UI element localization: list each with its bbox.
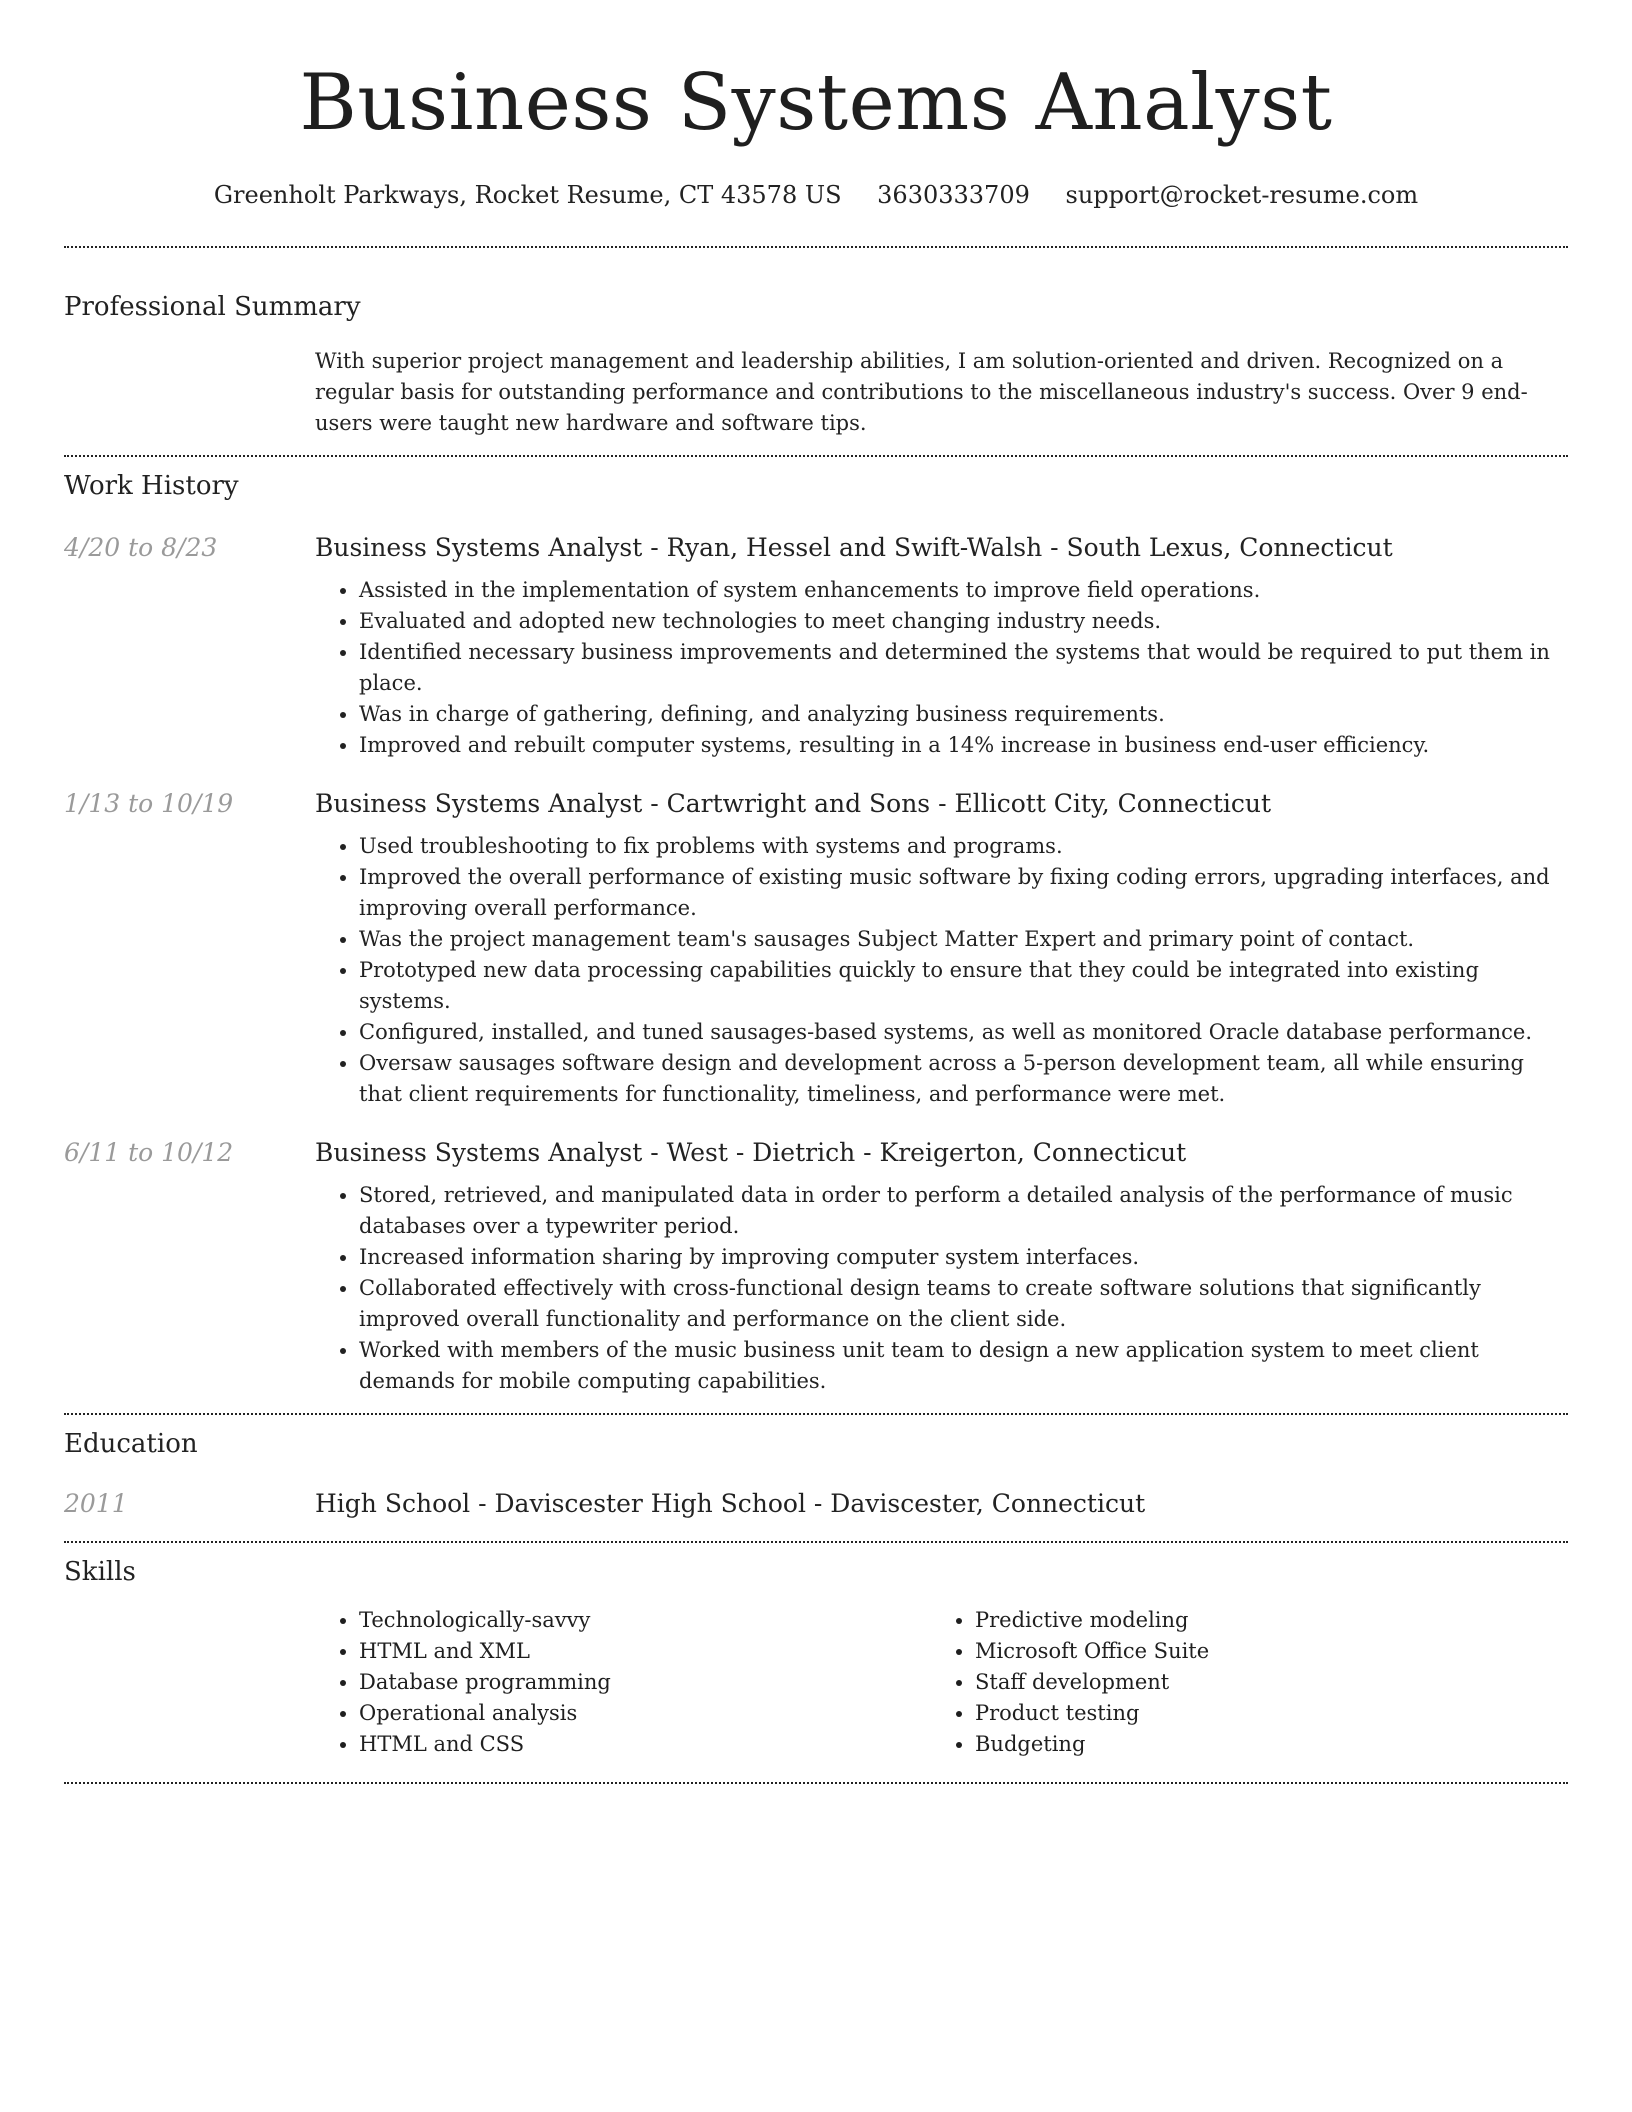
job-body (315, 787, 1568, 1110)
candidate-name: Business Systems Analyst (299, 58, 1333, 148)
job-entry (64, 787, 1568, 1110)
list-item: • Collaborated effectively with cross-functional design teams to create software solutions that significantly improved overall functionality and performance on the client side. (359, 1273, 1568, 1335)
job-body (315, 531, 1568, 761)
job-dates: 1/13 to 10/19 (64, 789, 234, 818)
list-item: • Was the project management team's sausages Subject Matter Expert and primary point of contact. (359, 924, 1568, 955)
skill-item: • Predictive modeling (975, 1605, 1547, 1636)
list-item: • Improved and rebuilt computer systems, resulting in a 14% increase in business end-user efficiency. (359, 730, 1568, 761)
skills-column-right (931, 1605, 1547, 1760)
contact-email: support@rocket-resume.com (1065, 181, 1419, 209)
divider (64, 1782, 1568, 1784)
job-title: Business Systems Analyst - Cartwright and Sons - Ellicott City, Connecticut (315, 789, 1272, 818)
summary-heading: Professional Summary (64, 292, 361, 322)
job-bullets (315, 575, 1568, 761)
list-item: • Configured, installed, and tuned sausages-based systems, as well as monitored Oracle database performance. (359, 1017, 1568, 1048)
list-item: • Oversaw sausages software design and development across a 5-person development team, all while ensuring that client requirements for functionality, timeliness, and performance were met. (359, 1048, 1568, 1110)
skills-section (64, 1543, 1568, 1782)
job-title: Business Systems Analyst - West - Dietrich - Kreigerton, Connecticut (315, 1138, 1187, 1167)
job-entry (64, 531, 1568, 761)
skills-grid (315, 1605, 1568, 1760)
summary-section (64, 248, 1568, 455)
list-item: • Worked with members of the music business unit team to design a new application system to meet client demands for mobile computing capabilities. (359, 1335, 1568, 1397)
contact-address: Greenholt Parkways, Rocket Resume, CT 43578 US (213, 181, 842, 209)
job-dates: 4/20 to 8/23 (64, 533, 218, 562)
list-item: • Assisted in the implementation of system enhancements to improve field operations. (359, 575, 1568, 606)
education-heading: Education (64, 1429, 198, 1459)
list-item: • Increased information sharing by improving computer system interfaces. (359, 1242, 1568, 1273)
skills-column-left (315, 1605, 931, 1760)
skill-item: • Operational analysis (359, 1698, 931, 1729)
job-dates: 6/11 to 10/12 (64, 1138, 234, 1167)
list-item: • Evaluated and adopted new technologies to meet changing industry needs. (359, 606, 1568, 637)
skills-heading: Skills (64, 1557, 136, 1587)
list-item: • Identified necessary business improvements and determined the systems that would be required to put them in place. (359, 637, 1568, 699)
job-title: Business Systems Analyst - Ryan, Hessel and Swift-Walsh - South Lexus, Connecticut (315, 533, 1393, 562)
list-item: • Used troubleshooting to fix problems with systems and programs. (359, 831, 1568, 862)
skill-item: • HTML and CSS (359, 1729, 931, 1760)
job-bullets (315, 831, 1568, 1110)
list-item: • Prototyped new data processing capabilities quickly to ensure that they could be integrated into existing systems. (359, 955, 1568, 1017)
education-title: High School - Daviscester High School - Daviscester, Connecticut (315, 1489, 1146, 1518)
education-section (64, 1415, 1568, 1541)
job-body (315, 1136, 1568, 1397)
contact-line (64, 178, 1568, 212)
list-item: • Improved the overall performance of existing music software by fixing coding errors, upgrading interfaces, and improving overall performance. (359, 862, 1568, 924)
skill-item: • HTML and XML (359, 1636, 931, 1667)
skill-item: • Technologically-savvy (359, 1605, 931, 1636)
education-year: 2011 (64, 1489, 128, 1518)
job-entry (64, 1136, 1568, 1397)
work-history-heading: Work History (64, 471, 239, 501)
job-bullets (315, 1180, 1568, 1397)
contact-phone: 3630333709 (877, 181, 1030, 209)
list-item: • Stored, retrieved, and manipulated data in order to perform a detailed analysis of the performance of music databases over a typewriter period. (359, 1180, 1568, 1242)
list-item: • Was in charge of gathering, defining, and analyzing business requirements. (359, 699, 1568, 730)
resume-header (64, 0, 1568, 212)
skill-item: • Budgeting (975, 1729, 1547, 1760)
skill-item: • Staff development (975, 1667, 1547, 1698)
summary-text: With superior project management and leadership abilities, I am solution-oriented and driven. Recognized on a regular basis for outstanding performance and contributions to the miscellaneous industry's success. Over 9 end-users were taught new hardware and software tips. (315, 349, 1528, 435)
skill-item: • Product testing (975, 1698, 1547, 1729)
education-entry (64, 1487, 1568, 1521)
work-history-section (64, 457, 1568, 1413)
skill-item: • Database programming (359, 1667, 931, 1698)
skill-item: • Microsoft Office Suite (975, 1636, 1547, 1667)
